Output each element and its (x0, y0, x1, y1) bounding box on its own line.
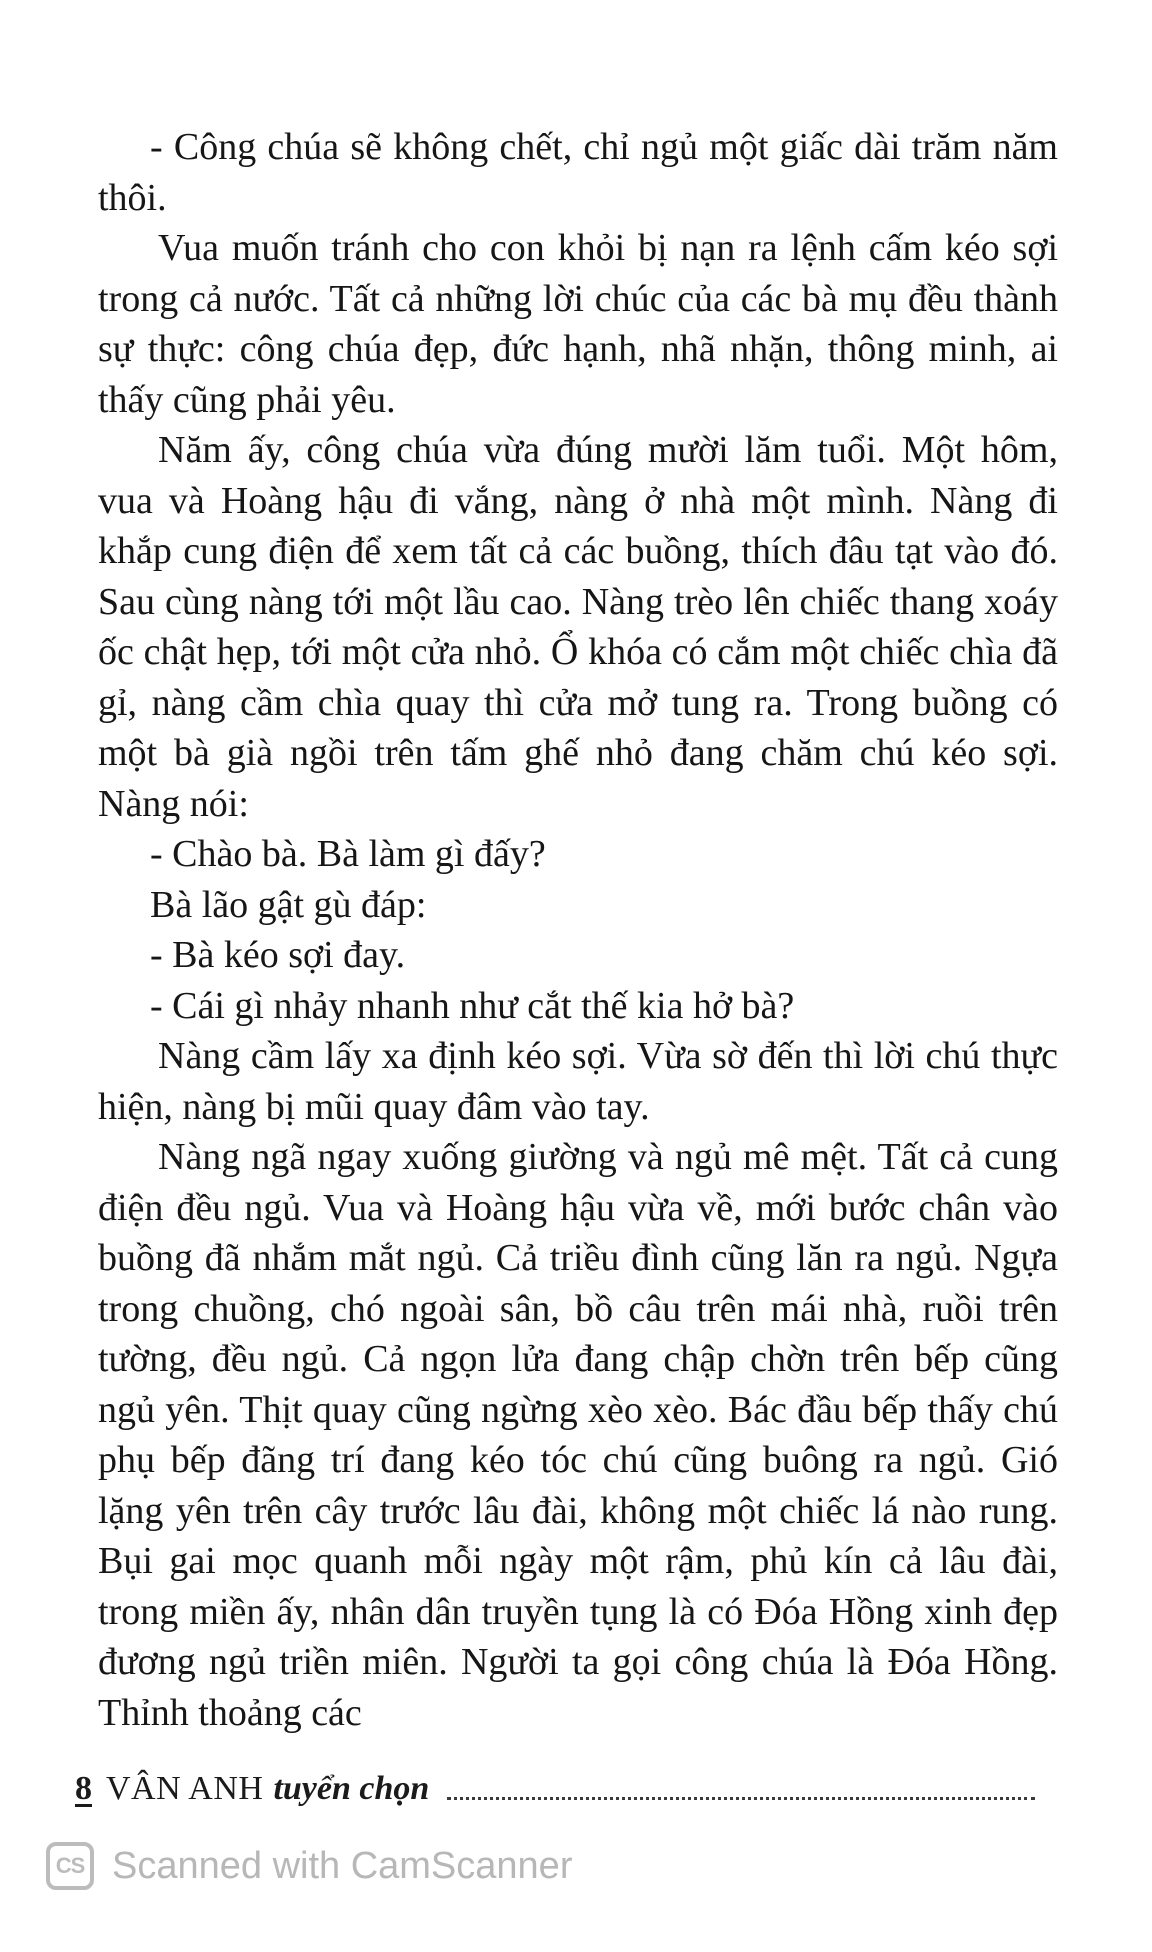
paragraph-king-decree: Vua muốn tránh cho con khỏi bị nạn ra lệnh cấm kéo sợi trong cả nước. Tất cả những lời chúc của các bà mụ đều thành sự thực: công chúa đẹp, đức hạnh, nhã nhặn, thông minh, ai thấy cũng phải yêu. (98, 227, 1058, 421)
dotted-leader (447, 1797, 1035, 1800)
paragraph-dialog-question: - Cái gì nhảy nhanh như cắt thế kia hở bà? (150, 984, 795, 1027)
page-footer (75, 1760, 1035, 1808)
paragraph-castle-sleeps: Nàng ngã ngay xuống giường và ngủ mê mệt. Tất cả cung điện đều ngủ. Vua và Hoàng hậu vừa về, mới bước chân vào buồng đã nhắm mắt ngủ. Cả triều đình cũng lăn ra ngủ. Ngựa trong chuồng, chó ngoài sân, bồ câu trên mái nhà, ruồi trên tường, đều ngủ. Cả ngọn lửa đang chập chờn trên bếp cũng ngủ yên. Thịt quay cũng ngừng xèo xèo. Bác đầu bếp thấy chú phụ bếp đãng trí đang kéo tóc chú cũng buông ra ngủ. Gió lặng yên trên cây trước lâu đài, không một chiếc lá nào rung. Bụi gai mọc quanh mỗi ngày một rậm, phủ kín cả lâu đài, trong miền ấy, nhân dân truyền tụng là có Đóa Hồng xinh đẹp đương ngủ triền miên. Người ta gọi công chúa là Đóa Hồng. Thỉnh thoảng các (98, 1136, 1058, 1734)
paragraph-dialog-princess-sleep: - Công chúa sẽ không chết, chỉ ngủ một giấc dài trăm năm thôi. (98, 126, 1058, 219)
page-number: 8 (75, 1770, 92, 1807)
camscanner-logo-icon: CS (46, 1842, 94, 1890)
camscanner-watermark (46, 1842, 572, 1890)
story-text (98, 122, 1058, 1738)
paragraph-dialog-greeting: - Chào bà. Bà làm gì đấy? (150, 833, 546, 875)
watermark-text: Scanned with CamScanner (112, 1844, 573, 1887)
paragraph-dialog-spinning: - Bà kéo sợi đay. (150, 934, 406, 976)
author-name: VÂN ANH (106, 1770, 264, 1807)
paragraph-tower-visit: Năm ấy, công chúa vừa đúng mười lăm tuổi. Một hôm, vua và Hoàng hậu đi vắng, nàng ở nhà một mình. Nàng đi khắp cung điện để xem tất cả các buồng, thích đâu tạt vào đó. Sau cùng nàng tới một lầu cao. Nàng trèo lên chiếc thang xoáy ốc chật hẹp, tới một cửa nhỏ. Ổ khóa có cắm một chiếc chìa đã gỉ, nàng cầm chìa quay thì cửa mở tung ra. Trong buồng có một bà già ngồi trên tấm ghế nhỏ đang chăm chú kéo sợi. Nàng nói: (98, 429, 1058, 825)
paragraph-old-woman-reply-intro: Bà lão gật gù đáp: (150, 883, 427, 926)
series-label: tuyển chọn (273, 1770, 430, 1807)
paragraph-spindle-prick: Nàng cầm lấy xa định kéo sợi. Vừa sờ đến thì lời chú thực hiện, nàng bị mũi quay đâm vào tay. (98, 1035, 1058, 1128)
